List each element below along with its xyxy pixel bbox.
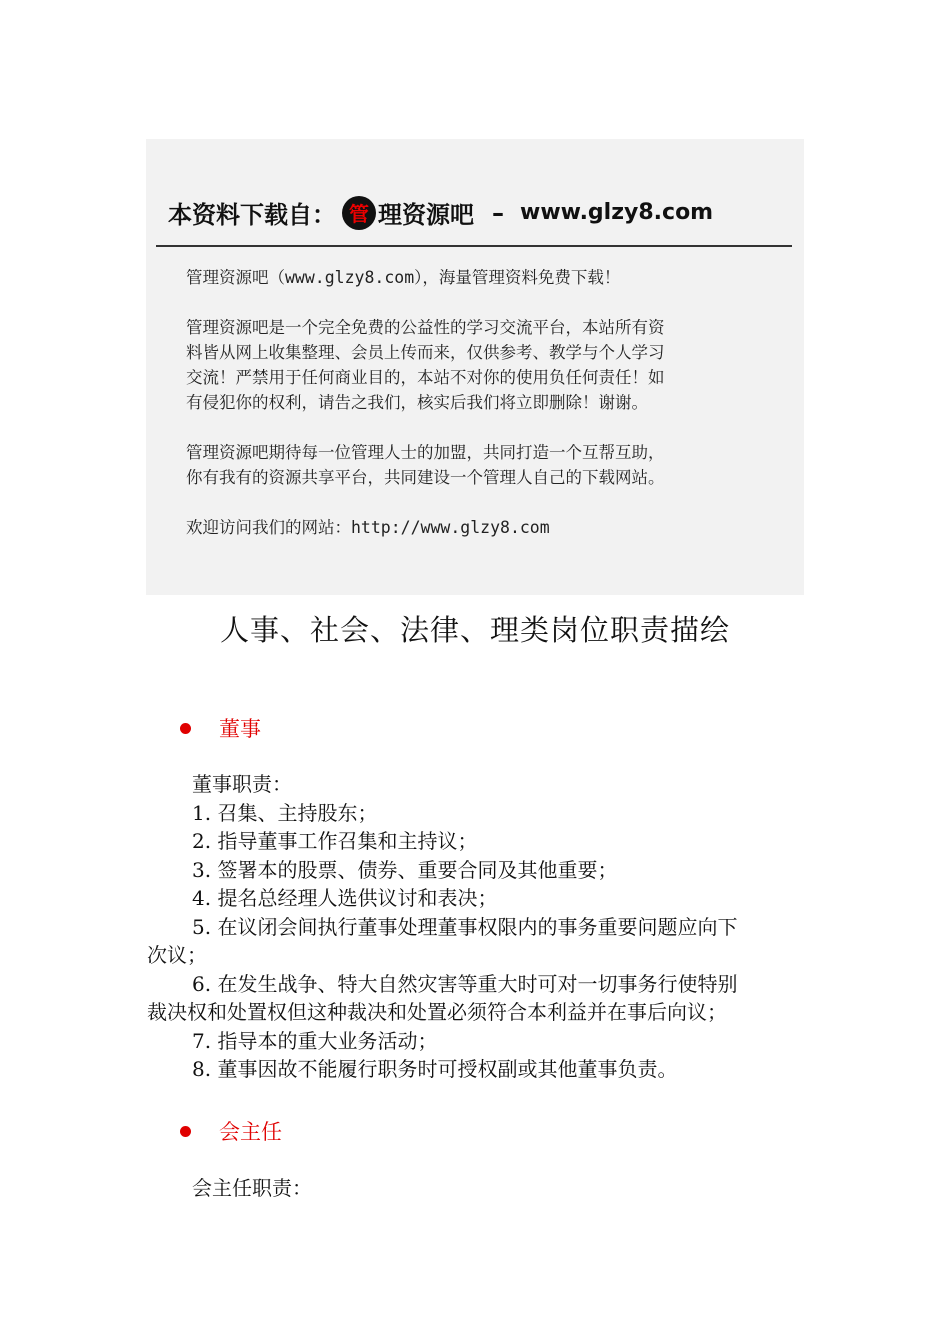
banner-divider: [156, 245, 792, 247]
banner-url: www.glzy8.com: [520, 200, 714, 225]
duty-item-continuation: 次议；: [147, 943, 207, 967]
banner-prefix: 本资料下载自：: [168, 201, 336, 229]
section-heading-committee-chair: [180, 1116, 282, 1146]
duty-item: 1. 召集、主持股东；: [192, 800, 378, 825]
banner-line: 管理资源吧期待每一位管理人士的加盟，共同打造一个互帮互助，: [186, 443, 665, 462]
duty-item: 2. 指导董事工作召集和主持议；: [192, 829, 478, 853]
duty-item-continuation: 裁决权和处置权但这种裁决和处置必须符合本利益并在事后向议；: [147, 1000, 727, 1024]
banner-paragraph: [186, 265, 786, 290]
document-title: 人事、社会、法律、理类岗位职责描绘: [219, 613, 730, 647]
banner-header: [168, 195, 713, 230]
bullet-icon: [180, 1126, 191, 1137]
section-body-committee-chair: [147, 1174, 797, 1203]
banner-paragraph: [186, 440, 786, 490]
banner-line: 管理资源吧（www.glzy8.com），海量管理资料免费下载！: [186, 268, 621, 287]
section-heading-label: 会主任: [219, 1120, 282, 1144]
bullet-icon: [180, 723, 191, 734]
duty-item: 6. 在发生战争、特大自然灾害等重大时可对一切事务行使特别: [192, 971, 738, 996]
banner-site-name: 理资源吧: [378, 201, 474, 229]
banner-line: 有侵犯你的权利，请告之我们，核实后我们将立即删除！谢谢。: [186, 393, 648, 412]
banner-line: 交流！严禁用于任何商业目的，本站不对你的使用负任何责任！如: [186, 368, 665, 387]
banner-paragraph: [186, 315, 786, 415]
banner-line: 管理资源吧是一个完全免费的公益性的学习交流平台，本站所有资: [186, 318, 665, 337]
section-intro: 会主任职责：: [192, 1176, 312, 1200]
section-intro: 董事职责：: [192, 772, 292, 796]
banner-paragraph: [186, 515, 786, 540]
section-heading-label: 董事: [219, 717, 261, 741]
banner-line: 你有我有的资源共享平台，共同建设一个管理人自己的下载网站。: [186, 468, 665, 487]
section-body-director: [147, 770, 797, 1084]
banner-line: 欢迎访问我们的网站：http://www.glzy8.com: [186, 518, 550, 537]
duty-item: 3. 签署本的股票、债券、重要合同及其他重要；: [192, 857, 618, 882]
duty-item: 7. 指导本的重大业务活动；: [192, 1028, 438, 1053]
banner-image: [146, 139, 804, 595]
duty-item: 5. 在议闭会间执行董事处理董事权限内的事务重要问题应向下: [192, 914, 738, 939]
duty-item: 8. 董事因故不能履行职务时可授权副或其他董事负责。: [192, 1057, 678, 1081]
duty-item: 4. 提名总经理人选供议讨和表决；: [192, 886, 498, 910]
logo-icon: 管: [342, 196, 376, 230]
section-heading-director: [180, 713, 261, 743]
banner-notice: [186, 265, 786, 565]
banner-line: 料皆从网上收集整理、会员上传而来，仅供参考、教学与个人学习: [186, 343, 665, 362]
banner-dash: –: [492, 198, 504, 227]
